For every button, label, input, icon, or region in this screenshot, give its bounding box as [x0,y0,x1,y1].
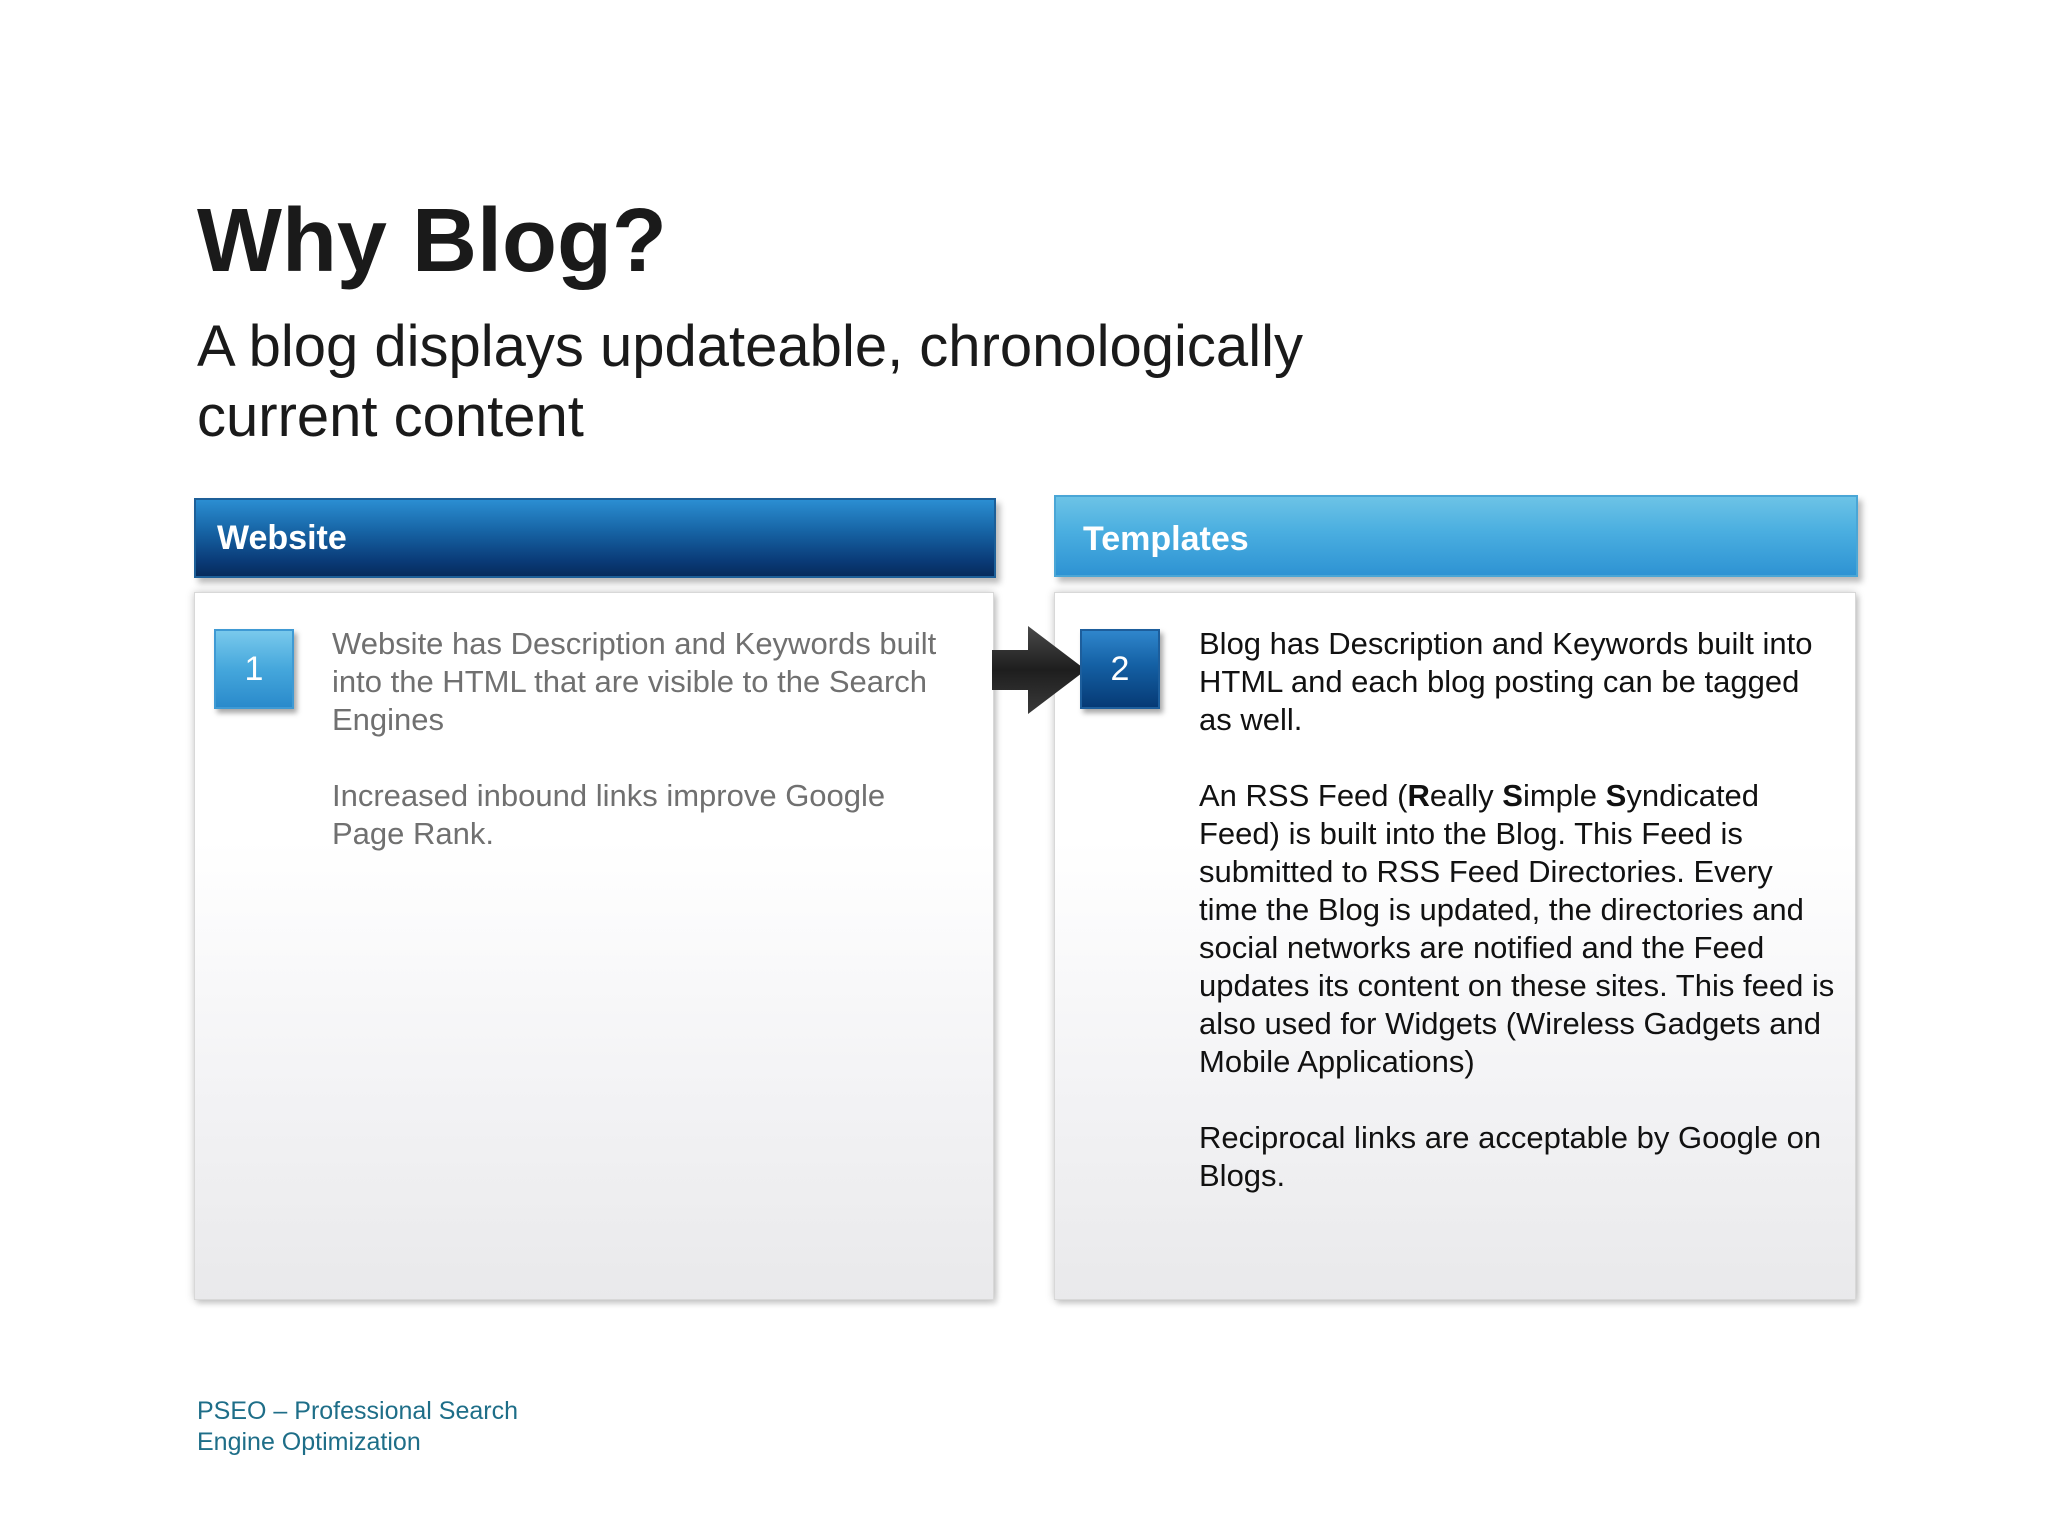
website-panel-text [332,625,952,853]
website-paragraph-1: Website has Description and Keywords built into the HTML that are visible to the Search Engines [332,626,937,737]
templates-paragraph-1: Blog has Description and Keywords built into HTML and each blog posting can be tagged as well. [1199,626,1813,737]
templates-header-label: Templates [1083,519,1249,558]
step-number-badge-2 [1080,629,1160,709]
templates-panel-text [1199,625,1839,1195]
templates-paragraph-3: Reciprocal links are acceptable by Google on Blogs. [1199,1120,1822,1193]
rss-prefix: An RSS Feed ( [1199,778,1408,813]
rss-r-rest: eally [1429,778,1503,813]
rss-suffix: Feed) is built into the Blog. This Feed is submitted to RSS Feed Directories. Every time the Blog is updated, the directories and social networks are notified and the Feed updates its content on these sites. This feed is also used for Widgets (Wireless Gadgets and Mobile Applications) [1199,816,1835,1079]
footer-line-2: Engine Optimization [197,1428,421,1456]
website-paragraph-2: Increased inbound links improve Google Page Rank. [332,778,886,851]
website-header-label: Website [217,518,347,557]
rss-s1-bold: S [1502,778,1523,813]
step-number-2: 2 [1110,649,1130,688]
rss-s1-rest: imple [1522,778,1606,813]
footer-branding [197,1396,617,1458]
footer-line-1: PSEO – Professional Search [197,1397,518,1425]
templates-panel-header [1054,495,1858,577]
slide-title: Why Blog? [197,191,667,291]
templates-rss-paragraph [1199,777,1839,1081]
rss-r-bold: R [1407,778,1430,813]
slide-subtitle: A blog displays updateable, chronologically current content [197,314,1303,449]
arrow-right-icon [990,624,1090,716]
website-panel-header [194,498,996,578]
step-number-badge-1 [214,629,294,709]
rss-s2-bold: S [1605,778,1627,813]
rss-s2-rest: yndicated [1626,778,1760,813]
step-number-1: 1 [244,649,264,688]
